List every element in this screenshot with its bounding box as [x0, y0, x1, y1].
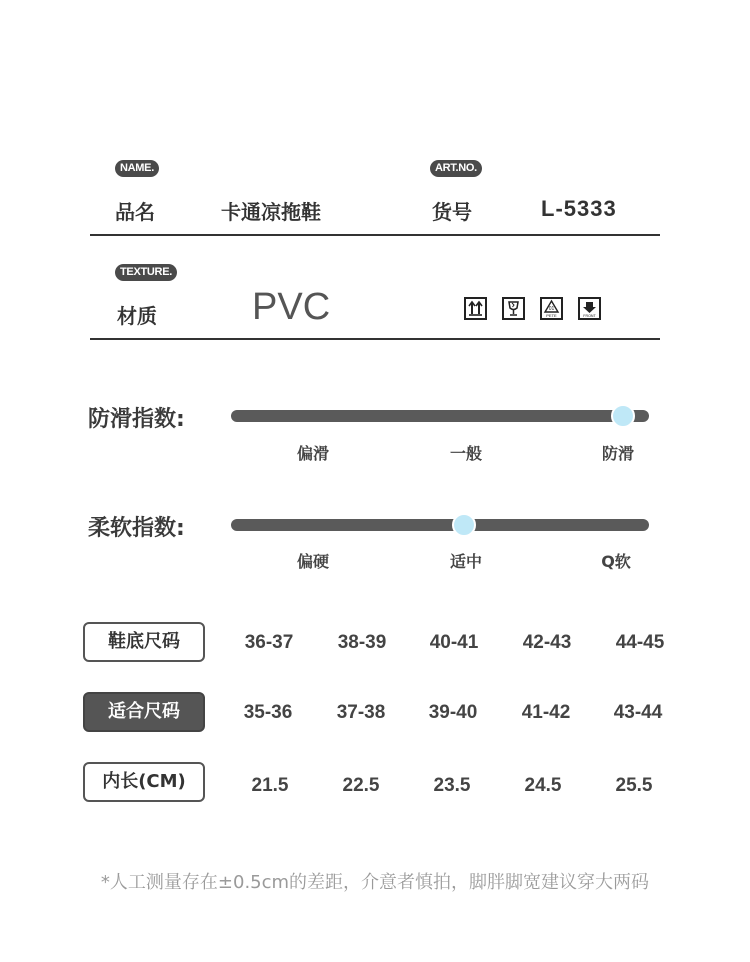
soft-tick-low: 偏硬: [296, 552, 330, 571]
table-cell: 39-40: [428, 702, 478, 723]
soft-index-track: [231, 519, 649, 531]
table-cell: 24.5: [524, 775, 562, 796]
this-way-up-icon: [464, 297, 487, 320]
table-cell: 21.5: [251, 775, 289, 796]
svg-text:01: 01: [548, 306, 555, 312]
name-label: 品名: [115, 200, 155, 224]
recycle-pete-icon: [540, 297, 563, 320]
slip-tick-high: 防滑: [601, 444, 635, 463]
front-arrow-icon: [578, 297, 601, 320]
divider-top: [90, 234, 660, 236]
table-cell: 36-37: [244, 632, 294, 653]
soft-index-label: 柔软指数:: [88, 516, 185, 541]
table-cell: 25.5: [615, 775, 653, 796]
name-value: 卡通凉拖鞋: [221, 200, 321, 224]
table-cell: 37-38: [336, 702, 386, 723]
pete-text: PETE: [546, 313, 557, 318]
table-cell: 40-41: [429, 632, 479, 653]
sole-size-label: 鞋底尺码: [83, 622, 205, 662]
fit-size-label: 适合尺码: [83, 692, 205, 732]
art-value: L-5333: [541, 196, 617, 221]
slip-index-knob: [611, 404, 635, 428]
soft-index-knob: [452, 513, 476, 537]
table-cell: 42-43: [522, 632, 572, 653]
table-cell: 41-42: [521, 702, 571, 723]
table-cell: 38-39: [337, 632, 387, 653]
slip-index-track: [231, 410, 649, 422]
slip-tick-low: 偏滑: [296, 444, 330, 463]
footnote: *人工测量存在±0.5cm的差距，介意者慎拍，脚胖脚宽建议穿大两码: [100, 872, 650, 893]
art-label: 货号: [432, 200, 472, 224]
texture-tag: TEXTURE.: [115, 264, 177, 281]
soft-tick-mid: 适中: [449, 552, 483, 571]
divider-bottom: [90, 338, 660, 340]
name-tag: NAME.: [115, 160, 159, 177]
table-cell: 23.5: [433, 775, 471, 796]
table-cell: 22.5: [342, 775, 380, 796]
material-label: 材质: [117, 304, 157, 328]
front-text: FRONT: [583, 314, 596, 318]
table-cell: 44-45: [615, 632, 665, 653]
slip-index-label: 防滑指数:: [88, 407, 185, 432]
material-value: PVC: [252, 286, 331, 328]
art-tag: ART.NO.: [430, 160, 482, 177]
inner-length-label: 内长(CM): [83, 762, 205, 802]
table-cell: 43-44: [613, 702, 663, 723]
fragile-glass-icon: [502, 297, 525, 320]
table-cell: 35-36: [243, 702, 293, 723]
slip-tick-mid: 一般: [449, 444, 483, 463]
soft-tick-high: Q软: [601, 552, 631, 571]
